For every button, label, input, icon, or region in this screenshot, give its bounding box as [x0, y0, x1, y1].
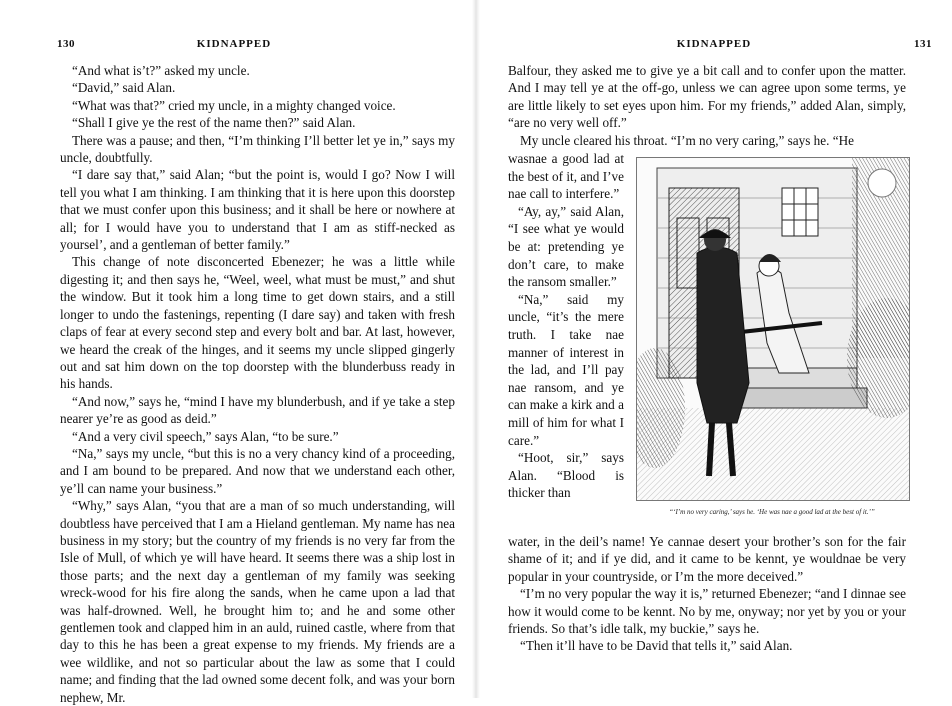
paragraph: “I’m no very popular the way it is,” returned Ebenezer; “and I dinnae see how it would come to be kennt. No by me, onyway; nor yet by you or your friends. So that’s idle talk, my buckie,” says he.	[508, 586, 906, 637]
paragraph: “I dare say that,” said Alan; “but the point is, would I go? Now I will tell you what I am thinking. I am thinking that it is here upon this doorstep that we must confer upon this business; and it shall be here or nowhere at all; for I would have you to understand that I am as stiff-necked as yoursel’, and a gentleman of better family.”	[60, 167, 455, 253]
paragraph: “Na,” said my uncle, “it’s the mere truth. I take nae manner of interest in the lad, and I’ll pay nae ransom, and ye can make a kirk and a mill of him for what I care.”	[508, 291, 624, 448]
right-page-narrow-column	[508, 150, 624, 502]
right-page-bottom-text	[508, 533, 906, 655]
paragraph: water, in the deil’s name! Ye cannae desert your brother’s son for the fair shame of it; and if ye did, and it came to be kennt, ye wouldnae be very popular in your countryside, or I’m the more deceived.”	[508, 534, 906, 584]
left-running-head: KIDNAPPED	[196, 38, 272, 50]
paragraph: “Na,” says my uncle, “but this is no a very chancy kind of a proceeding, and I am bound to be prepared. And now that we understand each other, ye’ll can name your business.”	[60, 445, 455, 496]
left-page	[0, 0, 476, 705]
paragraph: My uncle cleared his throat. “I’m no very caring,” says he. “He	[520, 132, 854, 148]
left-page-body	[60, 62, 455, 706]
paragraph: “Shall I give ye the rest of the name then?” said Alan.	[72, 115, 356, 131]
paragraph: There was a pause; and then, “I’m thinking I’ll better let ye in,” says my uncle, doubtfully.	[60, 132, 455, 166]
right-page	[476, 0, 952, 698]
paragraph: Balfour, they asked me to give ye a bit call and to confer upon the matter. And I may tell ye at the off-go, unless we can agree upon some terms, ye are little likely to set eyes upon him. For my friends,” added Alan, simply, “are no very well off.”	[508, 63, 906, 131]
illustration-drawing	[637, 158, 909, 500]
paragraph: “Why,” says Alan, “you that are a man of so much understanding, will doubtless have perceived that I am a Hieland gentleman. My name has nea business in my story; but the country of my friends is no very far from the Isle of Mull, of which ye will have heard. It seems there was a ship lost in those parts; and the next day a gentleman of my family was seeking wreck-wood for his fire along the sands, when he came upon a lad that was half-drowned. Well, he brought him to; and he and some other gentlemen took and clapped him in an auld, ruined castle, where from that day to this he has been a great expense to my friends. My friends are a wee wildlike, and not so particular about the law as some that I could name; and finding that the lad owned some decent folk, and was your born nephew, Mr.	[60, 498, 455, 705]
paragraph: “Then it’ll have to be David that tells it,” said Alan.	[520, 638, 793, 654]
right-page-number: 131	[914, 38, 932, 50]
right-page-top-text	[508, 62, 906, 149]
paragraph: “And a very civil speech,” says Alan, “to be sure.”	[72, 428, 339, 444]
paragraph: “What was that?” cried my uncle, in a mighty changed voice.	[72, 97, 396, 113]
illustration-caption: “‘I’m no very caring,’ says he. ‘He was nae a good lad at the best of it.’”	[669, 508, 875, 516]
paragraph: “And what is’t?” asked my uncle.	[72, 63, 250, 78]
paragraph: “Hoot, sir,” says Alan. “Blood is thicker than	[508, 450, 624, 501]
paragraph: This change of note disconcerted Ebenezer; he was a little while digesting it; and then says he, “Weel, weel, what must be must,” and shut the window. But it took him a long time to get down stairs, and a still longer to undo the fastenings, repenting (I dare say) and taken with fresh claps of fear at every second step and every bolt and bar. At last, however, we heard the creak of the hinges, and it seems my uncle slipped gingerly out and sat him down on the top doorstep with the blunderbuss ready in his hands.	[60, 254, 455, 392]
engraving-illustration	[636, 157, 910, 501]
paragraph: “David,” said Alan.	[72, 80, 176, 96]
paragraph: “And now,” says he, “mind I have my blunderbush, and if ye take a step nearer ye’re as good as deid.”	[60, 393, 455, 427]
paragraph: “Ay, ay,” said Alan, “I see what ye would be at: pretending ye don’t care, to make the ransom smaller.”	[508, 203, 624, 290]
right-running-head: KIDNAPPED	[676, 38, 752, 50]
paragraph: wasnae a good lad at the best of it, and I’ve nae call to interfere.”	[508, 151, 624, 202]
left-page-number: 130	[57, 38, 75, 50]
